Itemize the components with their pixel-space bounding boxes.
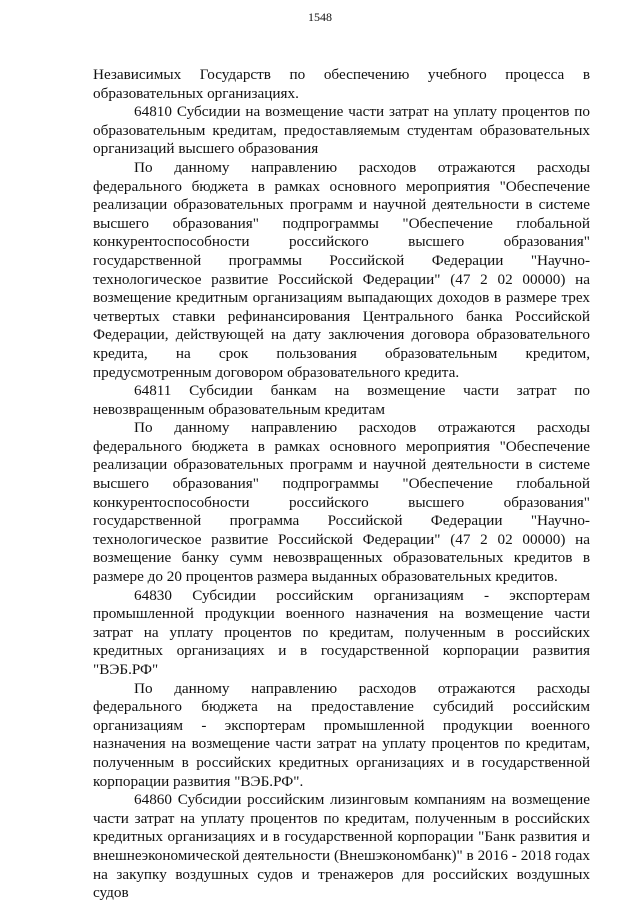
heading-64810: 64810 Субсидии на возмещение части затрат на уплату процентов по образовательным кредитам, предоставляемым студентам образовательных организаций высшего образования <box>93 103 590 158</box>
document-body <box>93 66 590 903</box>
paragraph-64830-description: По данному направлению расходов отражаются расходы федерального бюджета на предоставление субсидий российским организациям - экспортерам промышленной продукции военного назначения на возмещение части затрат на уплату процентов по кредитам, полученным в российских кредитных организациях и в государственной корпорации развития "ВЭБ.РФ". <box>93 679 590 790</box>
heading-64811: 64811 Субсидии банкам на возмещение части затрат по невозвращенным образовательным кредитам <box>93 382 590 418</box>
heading-64830: 64830 Субсидии российским организациям - экспортерам промышленной продукции военного назначения на возмещение части затрат на уплату процентов по кредитам, полученным в российских кредитных организациях и в государственной корпорации развития "ВЭБ.РФ" <box>93 586 590 678</box>
paragraph-64810-description: По данному направлению расходов отражаются расходы федерального бюджета в рамках основного мероприятия "Обеспечение реализации образовательных программ и научной деятельности в системе высшего образования" подпрограммы "Обеспечение глобальной конкурентоспособности российского высшего образования" государственной программы Российской Федерации "Научно-технологическое развитие Российской Федерации" (47 2 02 00000) на возмещение кредитным организациям выпадающих доходов в размере трех четвертых ставки рефинансирования Центрального банка Российской Федерации, действующей на дату заключения договора образовательного кредита, на срок пользования образовательным кредитом, предусмотренным договором образовательного кредита. <box>93 158 590 381</box>
paragraph-64811-description: По данному направлению расходов отражаются расходы федерального бюджета в рамках основного мероприятия "Обеспечение реализации образовательных программ и научной деятельности в системе высшего образования" подпрограммы "Обеспечение глобальной конкурентоспособности российского высшего образования" государственной программа Российской Федерации "Научно-технологическое развитие Российской Федерации" (47 2 02 00000) на возмещение банку сумм невозвращенных образовательных кредитов в размере до 20 процентов размера выданных образовательных кредитов. <box>93 419 590 586</box>
page-number: 1548 <box>308 10 332 24</box>
heading-64860: 64860 Субсидии российским лизинговым компаниям на возмещение части затрат на уплату процентов по кредитам, полученным в российских кредитных организациях и в государственной корпорации "Банк развития и внешнеэкономической деятельности (Внешэкономбанк)" в 2016 - 2018 годах на закупку воздушных судов и тренажеров для российских воздушных судов <box>93 791 590 902</box>
paragraph-continuation: Независимых Государств по обеспечению учебного процесса в образовательных организациях. <box>93 66 590 102</box>
